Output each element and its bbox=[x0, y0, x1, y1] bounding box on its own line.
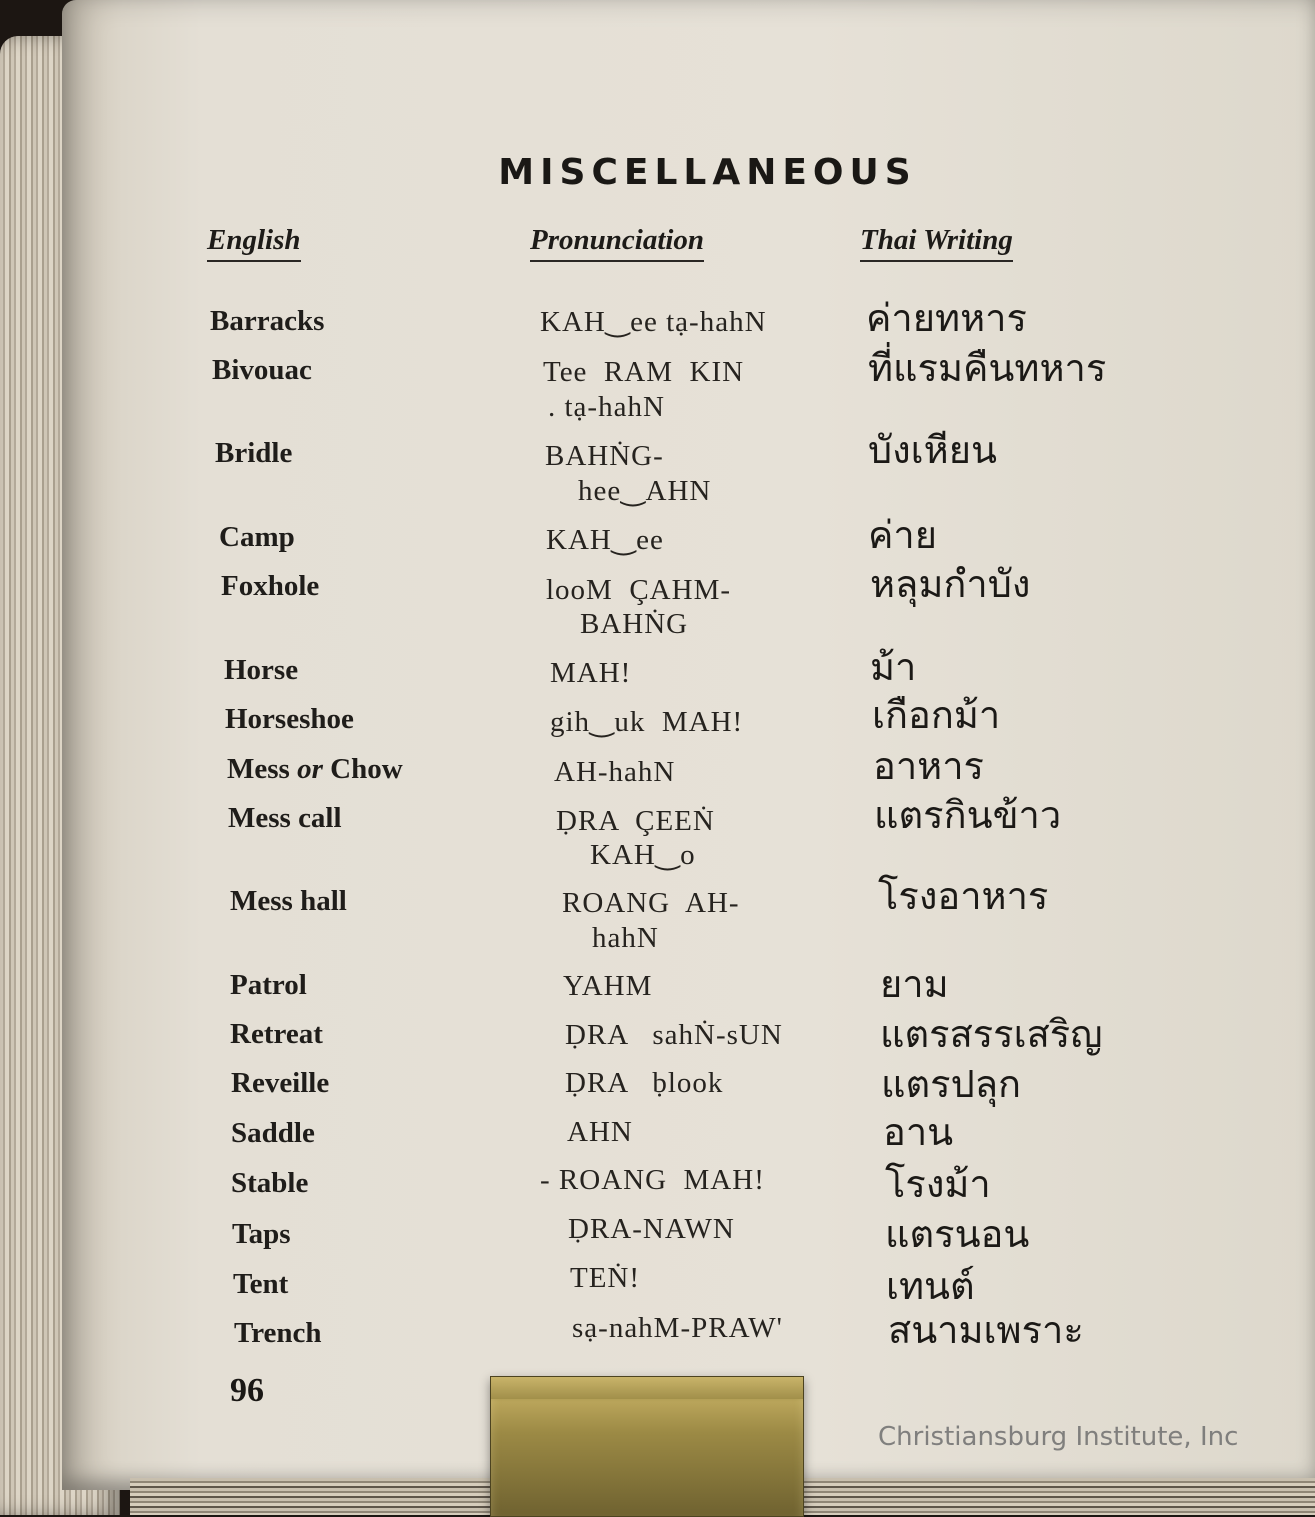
pronunciation: BAHṄG- bbox=[545, 440, 664, 472]
thai-writing: โรงม้า bbox=[885, 1162, 991, 1206]
thai-writing: เทนต์ bbox=[886, 1264, 975, 1308]
pronunciation: ḌRA sahṄ-sUN bbox=[565, 1019, 783, 1051]
pronunciation: gih‿uk MAH! bbox=[550, 706, 744, 738]
thai-writing: ที่แรมคืนทหาร bbox=[868, 346, 1107, 390]
english-term: Horse bbox=[224, 654, 299, 686]
thai-writing: อาหาร bbox=[873, 744, 984, 788]
pronunciation: - ROANG MAH! bbox=[540, 1164, 765, 1196]
english-term: Bivouac bbox=[212, 354, 312, 386]
english-term: Retreat bbox=[230, 1018, 323, 1050]
pronunciation: ḌRA ÇEEṄ bbox=[556, 805, 715, 837]
page-heading: MISCELLANEOUS bbox=[498, 152, 917, 193]
thai-writing: แตรกินข้าว bbox=[874, 793, 1062, 837]
pronunciation: Tee RAM KIN bbox=[543, 356, 745, 388]
thai-writing: ยาม bbox=[880, 962, 949, 1006]
column-header-english: English bbox=[207, 222, 301, 262]
thai-writing: แตรปลุก bbox=[881, 1062, 1021, 1106]
pronunciation-continued: KAH‿o bbox=[590, 839, 696, 871]
pronunciation: sạ-nahM-PRAW' bbox=[572, 1312, 783, 1344]
english-term: Barracks bbox=[210, 305, 325, 337]
pronunciation-continued: BAHṄG bbox=[580, 608, 689, 640]
english-term: Camp bbox=[219, 521, 295, 553]
pronunciation: YAHM bbox=[563, 970, 653, 1002]
english-term: Tent bbox=[233, 1268, 289, 1300]
thai-writing: อาน bbox=[883, 1110, 954, 1154]
english-term: Mess or Chow bbox=[227, 753, 403, 785]
pronunciation-continued: hahN bbox=[592, 922, 659, 954]
pronunciation-continued: . tạ-hahN bbox=[548, 391, 665, 423]
thai-writing: เกือกม้า bbox=[872, 693, 1001, 737]
english-term: Mess call bbox=[228, 802, 342, 834]
column-header-pronunciation: Pronunciation bbox=[530, 222, 704, 262]
thai-writing: บังเหียน bbox=[868, 428, 997, 472]
english-term: Trench bbox=[234, 1317, 322, 1349]
english-term: Horseshoe bbox=[225, 703, 354, 735]
book-stand-clip bbox=[490, 1376, 804, 1517]
thai-writing: หลุมกำบัง bbox=[870, 562, 1031, 606]
pronunciation: ROANG AH- bbox=[562, 887, 740, 919]
pronunciation: AHN bbox=[567, 1116, 633, 1148]
thai-writing: สนามเพราะ bbox=[888, 1308, 1084, 1352]
column-header-thai: Thai Writing bbox=[860, 222, 1013, 262]
english-term: Patrol bbox=[230, 969, 307, 1001]
pronunciation: KAH‿ee tạ-hahN bbox=[540, 306, 767, 338]
english-term: Stable bbox=[231, 1167, 309, 1199]
pronunciation: TEṄ! bbox=[570, 1262, 641, 1294]
english-term: Saddle bbox=[231, 1117, 315, 1149]
thai-writing: โรงอาหาร bbox=[878, 874, 1049, 918]
pronunciation: ḌRA ḅlook bbox=[565, 1067, 724, 1099]
english-term: Bridle bbox=[215, 437, 293, 469]
english-term: Reveille bbox=[231, 1067, 330, 1099]
pronunciation: looM ÇAHM- bbox=[546, 574, 732, 606]
pronunciation: ḌRA-NAWN bbox=[568, 1213, 735, 1245]
english-term: Foxhole bbox=[221, 570, 320, 602]
pronunciation: AH-hahN bbox=[554, 756, 676, 788]
thai-writing: ค่าย bbox=[868, 513, 938, 557]
thai-writing: แตรนอน bbox=[885, 1212, 1030, 1256]
thai-writing: แตรสรรเสริญ bbox=[880, 1012, 1103, 1056]
pronunciation-continued: hee‿AHN bbox=[578, 475, 712, 507]
or-conjunction: or bbox=[297, 753, 323, 785]
pronunciation: KAH‿ee bbox=[546, 524, 664, 556]
english-term: Mess hall bbox=[230, 885, 347, 917]
pronunciation: MAH! bbox=[550, 657, 632, 689]
watermark: Christiansburg Institute, Inc bbox=[878, 1422, 1239, 1452]
thai-writing: ค่ายทหาร bbox=[866, 296, 1027, 340]
page-number: 96 bbox=[230, 1372, 264, 1409]
thai-writing: ม้า bbox=[870, 645, 917, 689]
english-term: Taps bbox=[232, 1218, 291, 1250]
